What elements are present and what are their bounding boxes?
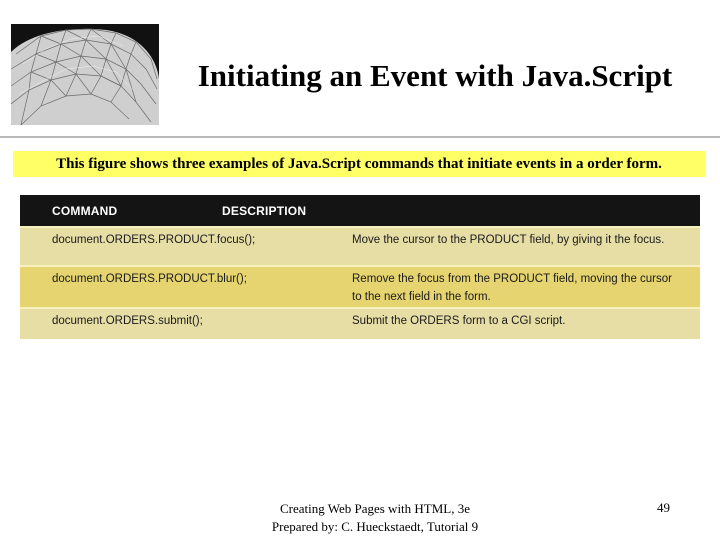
command-cell: document.ORDERS.submit();: [52, 315, 203, 327]
logo-image: [11, 24, 159, 125]
description-cell: Submit the ORDERS form to a CGI script.: [352, 315, 566, 327]
table-header-row: [20, 195, 700, 226]
table-row: [20, 226, 700, 265]
page-number: 49: [657, 500, 670, 515]
footer-credits: [200, 500, 550, 536]
slide-subtitle: This figure shows three examples of Java.Script commands that initiate events in a order form.: [13, 151, 705, 177]
command-cell: document.ORDERS.PRODUCT.focus();: [52, 234, 256, 246]
column-header-command: COMMAND: [52, 203, 118, 218]
commands-table: [20, 195, 700, 339]
table-row: [20, 307, 700, 339]
table-row: [20, 265, 700, 307]
description-cell: Remove the focus from the PRODUCT field, moving the cursor to the next field in the form.: [352, 273, 672, 303]
description-cell: Move the cursor to the PRODUCT field, by giving it the focus.: [352, 234, 665, 246]
command-cell: document.ORDERS.PRODUCT.blur();: [52, 273, 247, 285]
footer-line-author: Prepared by: C. Hueckstaedt, Tutorial 9: [271, 519, 479, 534]
column-header-description: DESCRIPTION: [222, 203, 307, 218]
title-divider: [0, 136, 720, 138]
slide-title: Initiating an Event with Java.Script: [197, 58, 673, 93]
footer-line-book: Creating Web Pages with HTML, 3e: [279, 501, 471, 516]
wireframe-shell-icon: [11, 24, 159, 125]
